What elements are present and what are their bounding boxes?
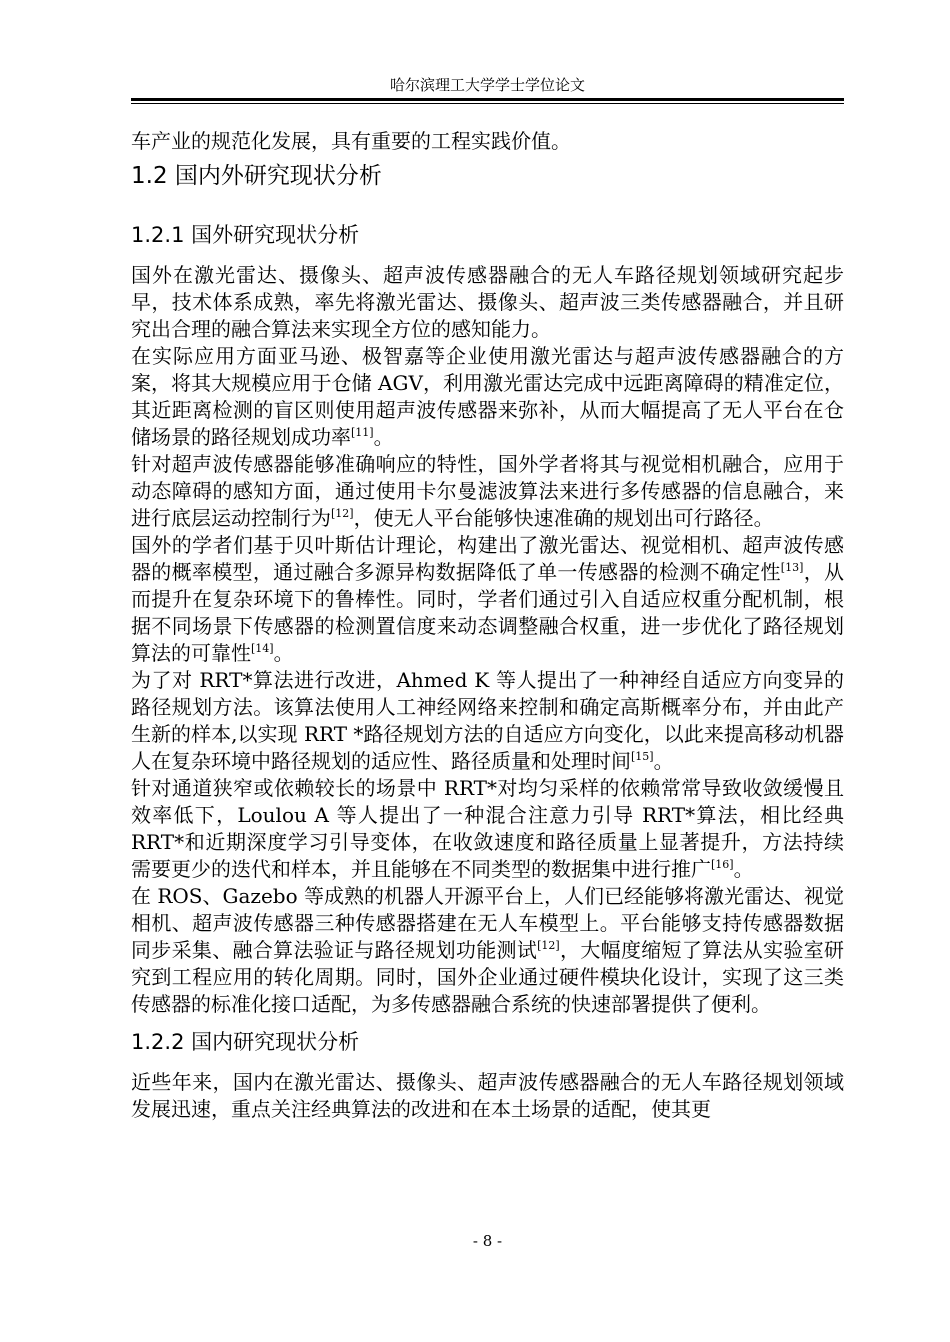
citation: [11]	[351, 426, 374, 439]
citation: [16]	[711, 858, 734, 871]
header-rule-thick	[131, 98, 844, 101]
subsection-heading-domestic: 1.2.2 国内研究现状分析	[131, 1030, 360, 1054]
paragraph-2: 在实际应用方面亚马逊、极智嘉等企业使用激光雷达与超声波传感器融合的方案，将其大规模应用于仓储 AGV，利用激光雷达完成中远距离障碍的精准定位，其近距离检测的盲区则使用超声波传感器来弥补，从而大幅提高了无人平台在仓储场景的路径规划成功率[11]。	[131, 344, 844, 449]
paragraph-6: 针对通道狭窄或依赖较长的场景中 RRT*对均匀采样的依赖常常导致收敛缓慢且效率低下，Loulou A 等人提出了一种混合注意力引导 RRT*算法，相比经典 RRT*和近期深度学习引导变体，在收敛速度和路径质量上显著提升，方法持续需要更少的迭代和样本，并且能够在不同类型的数据集中进行推广[16]。	[131, 776, 844, 881]
running-header: 哈尔滨理工大学学士学位论文	[389, 76, 585, 94]
paragraph-domestic: 近些年来，国内在激光雷达、摄像头、超声波传感器融合的无人车路径规划领域发展迅速，重点关注经典算法的改进和在本土场景的适配，使其更	[131, 1070, 844, 1121]
citation: [13]	[780, 561, 804, 574]
subsection-heading-foreign: 1.2.1 国外研究现状分析	[131, 223, 360, 247]
paragraph-7: 在 ROS、Gazebo 等成熟的机器人开源平台上，人们已经能够将激光雷达、视觉相机、超声波传感器三种传感器搭建在无人车模型上。平台能够支持传感器数据同步采集、融合算法验证与路径规划功能测试[12]，大幅度缩短了算法从实验室研究到工程应用的转化周期。同时，国外企业通过硬件模块化设计，实现了这三类传感器的标准化接口适配，为多传感器融合系统的快速部署提供了便利。	[131, 884, 845, 1016]
page-body	[131, 128, 844, 1123]
paragraph-3: 针对超声波传感器能够准确响应的特性，国外学者将其与视觉相机融合，应用于动态障碍的感知方面，通过使用卡尔曼滤波算法来进行多传感器的信息融合，来进行底层运动控制行为[12]，使无人平台能够快速准确的规划出可行路径。	[131, 452, 844, 530]
section-heading: 1.2 国内外研究现状分析	[131, 163, 382, 189]
header-rule-thin	[131, 103, 844, 104]
paragraph-5: 为了对 RRT*算法进行改进，Ahmed K 等人提出了一种神经自适应方向变异的路径规划方法。该算法使用人工神经网络来控制和确定高斯概率分布，并由此产生新的样本,以实现 RRT *路径规划方法的自适应方向变化，以此来提高移动机器人在复杂环境中路径规划的适应性、路径质量和处理时间[15]。	[131, 668, 844, 773]
citation: [12]	[537, 939, 560, 952]
citation: [12]	[331, 507, 354, 520]
page-number: - 8 -	[472, 1232, 503, 1250]
paragraph-4: 国外的学者们基于贝叶斯估计理论，构建出了激光雷达、视觉相机、超声波传感器的概率模型，通过融合多源异构数据降低了单一传感器的检测不确定性[13]，从而提升在复杂环境下的鲁棒性。同时，学者们通过引入自适应权重分配机制，根据不同场景下传感器的检测置信度来动态调整融合权重，进一步优化了路径规划算法的可靠性[14]。	[131, 533, 845, 665]
paragraph-1: 国外在激光雷达、摄像头、超声波传感器融合的无人车路径规划领域研究起步早，技术体系成熟，率先将激光雷达、摄像头、超声波三类传感器融合，并且研究出合理的融合算法来实现全方位的感知能力。	[131, 263, 844, 341]
citation: [14]	[251, 642, 274, 655]
intro-line: 车产业的规范化发展，具有重要的工程实践价值。	[131, 129, 571, 153]
citation: [15]	[631, 750, 654, 763]
